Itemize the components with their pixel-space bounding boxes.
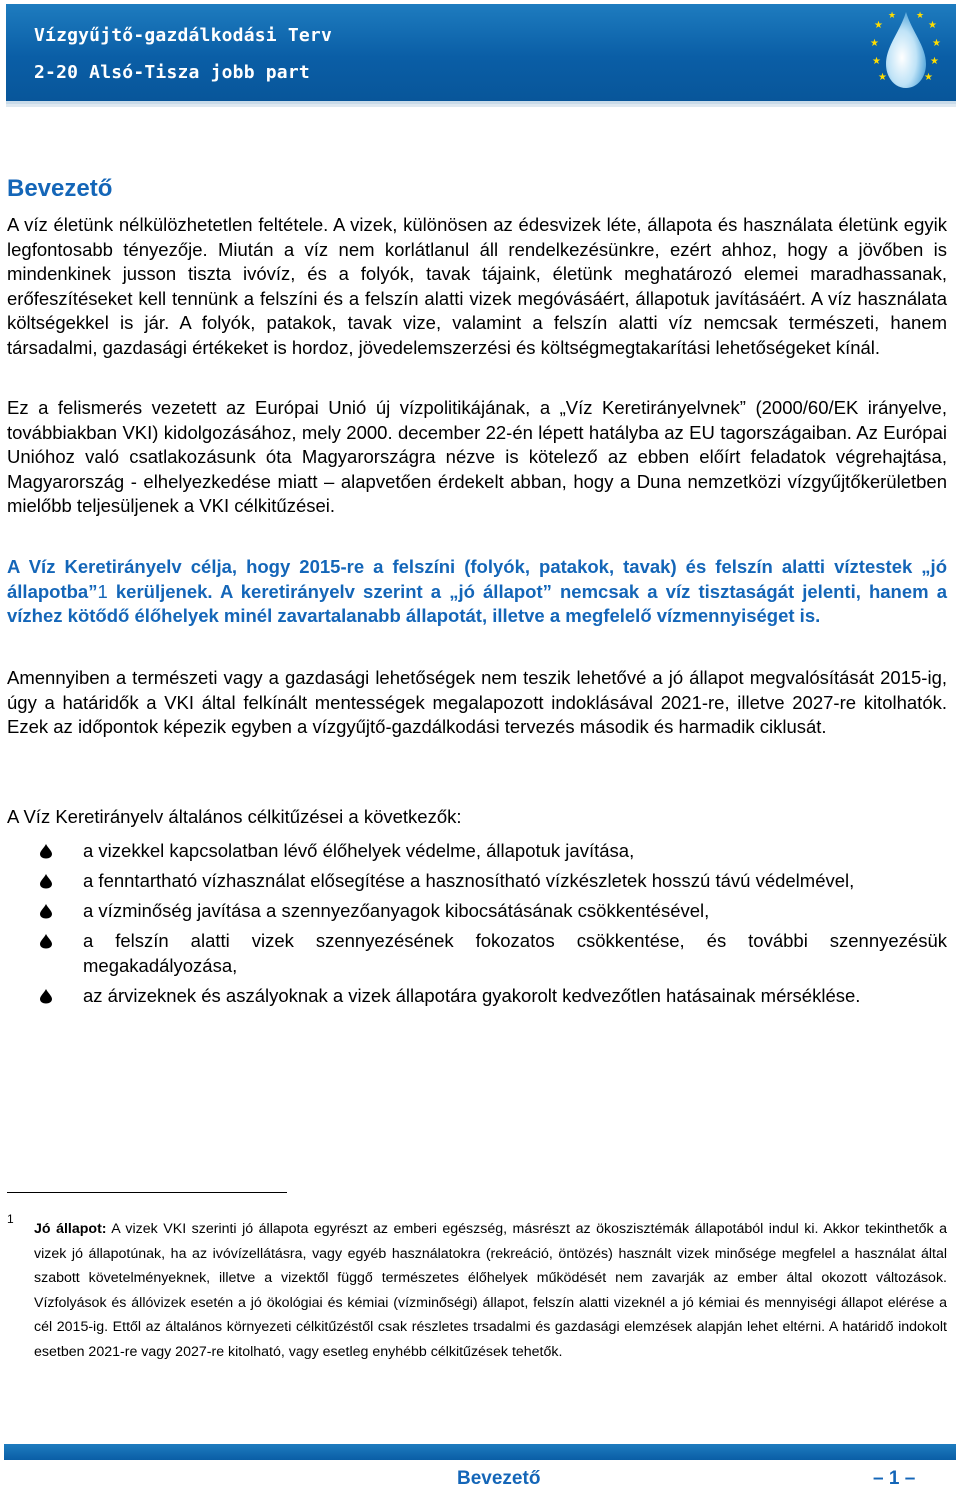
footnote-text (34, 1217, 947, 1365)
list-item (7, 983, 947, 1008)
header-subtitle: 2-20 Alsó-Tisza jobb part (34, 62, 310, 83)
svg-text:★: ★ (930, 56, 939, 67)
list-item (7, 928, 947, 978)
list-item (7, 898, 947, 923)
goal-text-2: kerüljenek. A keretirányelv szerint a „jó állapot” nemcsak a víz tisztaságát jelenti, hanem a vízhez kötődő élőhelyek minél zavartalanabb állapotát, illetve a megfelelő vízmennyiséget is. (7, 580, 947, 627)
water-drop-bullet-icon (37, 933, 55, 949)
paragraph-deadlines: Amennyiben a természeti vagy a gazdasági lehetőségek nem teszik lehetővé a jó állapot megvalósítását 2015-ig, úgy a határidők a VKI által felkínált mentességek megalapozott indoklásával 2021-re, illetve 2027-re kitolhatók. Ezek az időpontok képezik egyben a vízgyűjtő-gazdálkodási tervezés második és harmadik ciklusát. (7, 667, 947, 738)
svg-text:★: ★ (878, 72, 887, 83)
svg-text:★: ★ (870, 38, 879, 49)
footnote-term: Jó állapot: (34, 1221, 107, 1237)
goal-text-1: A Víz Keretirányelv célja, hogy 2015-re a felszíni (folyók, patakok, tavak) és felszín alatti víztestek „jó állapotba” (7, 556, 947, 602)
svg-text:★: ★ (932, 38, 941, 49)
list-item (7, 868, 947, 893)
paragraph-vki: Ez a felismerés vezetett az Európai Unió új vízpolitikájának, a „Víz Keretirányelvnek” (2000/60/EK irányelve, továbbiakban VKI) kidolgozásához, mely 2000. december 22-én lépett hatályba az EU tagországaiban. Az Európai Unióhoz való csatlakozásunk óta Magyarországra nézve is kötelező az ebben előírt feladatok végrehajtása, Magyarország - elhelyezkedése miatt – alapvetően érdekelt abban, hogy a Duna nemzetközi vízgyűjtőkerületben mielőbb teljesüljenek a VKI célkitűzései. (7, 397, 947, 517)
list-item-text: a vizekkel kapcsolatban lévő élőhelyek védelme, állapotuk javítása, (83, 840, 635, 861)
list-item-text: a felszín alatti vizek szennyezésének fokozatos csökkentése, és további szennyezésük megakadályozása, (83, 930, 947, 976)
header-banner (6, 4, 956, 104)
footnote-divider (7, 1192, 287, 1193)
svg-text:★: ★ (924, 72, 933, 83)
water-drop-bullet-icon (37, 873, 55, 889)
page-number: – 1 – (873, 1468, 916, 1489)
list-title: A Víz Keretirányelv általános célkitűzései a következők: (7, 806, 462, 827)
list-item-text: a fenntartható vízhasználat elősegítése a hasznosítható vízkészletek hosszú távú védelmével, (83, 870, 855, 891)
water-drop-bullet-icon (37, 988, 55, 1004)
paragraph-goal (7, 555, 947, 629)
svg-text:★: ★ (928, 20, 937, 31)
water-drop-bullet-icon (37, 843, 55, 859)
water-drop-eu-stars-icon (866, 4, 946, 100)
svg-text:★: ★ (872, 56, 881, 67)
objectives-list (7, 838, 947, 1013)
svg-text:★: ★ (888, 10, 897, 20)
footer-bar (4, 1444, 956, 1460)
page-title: Bevezető (7, 175, 113, 202)
footnote-body: A vizek VKI szerinti jó állapota egyrészt az emberi egészség, másrészt az ökoszisztémák állapotából indul ki. Akkor tekinthetők a vizek jó állapotúnak, ha az ivóvízellátásra, vagy egyéb használatokra (rekreáció, öntözés) használt vizek minősége megfelel a használat által szabott követelményeknek, illetve a vizektől függő természetes élőhelyek működését nem zavarják az ember által okozott változások. Vízfolyások és állóvizek esetén a jó ökológiai és kémiai (vízminőségi) állapot, felszín alatti vizeknél a jó kémiai és mennyiségi állapot elérése a cél 2015-ig. Ettől az általános környezeti célkitűzéstől csak részletes trsadalmi és gazdasági elemzések alapján lehet eltérni. A határidő indokolt esetben 2021-re vagy 2027-re kitolható, vagy esetleg enyhébb célkitűzések tehetők. (34, 1221, 947, 1360)
footnote-number: 1 (7, 1212, 14, 1226)
water-drop-bullet-icon (37, 903, 55, 919)
paragraph-intro: A víz életünk nélkülözhetetlen feltétele. A vizek, különösen az édesvizek léte, állapota és használata életünk egyik legfontosabb tényezője. Miután a víz nem korlátlanul áll rendelkezésünkre, ezért ahhoz, hogy a jövőben is mindenkinek jusson tiszta ivóvíz, és a folyók, tavak tájaink, életünk meghatározó elemei maradhassanak, erőfeszítéseket kell tennünk a felszíni és a felszín alatti vizek megóvásáért, állapotuk javításáért. A víz használata költségekkel is jár. A folyók, patakok, tavak vize, valamint a felszín alatti víz nemcsak természeti, hanem társadalmi, gazdasági értékeket is hordoz, jövedelemszerzési és költségmegtakarítási lehetőségeket kínál. (7, 214, 947, 358)
footer-title: Bevezető (457, 1468, 541, 1489)
list-item-text: a vízminőség javítása a szennyezőanyagok kibocsátásának csökkentésével, (83, 900, 710, 921)
list-item (7, 838, 947, 863)
svg-text:★: ★ (916, 10, 925, 20)
footnote-ref[interactable]: 1 (97, 580, 108, 602)
svg-text:★: ★ (874, 20, 883, 31)
list-item-text: az árvizeknek és aszályoknak a vizek állapotára gyakorolt kedvezőtlen hatásainak mérséklése. (83, 985, 861, 1006)
header-title: Vízgyűjtő-gazdálkodási Terv (34, 25, 332, 46)
